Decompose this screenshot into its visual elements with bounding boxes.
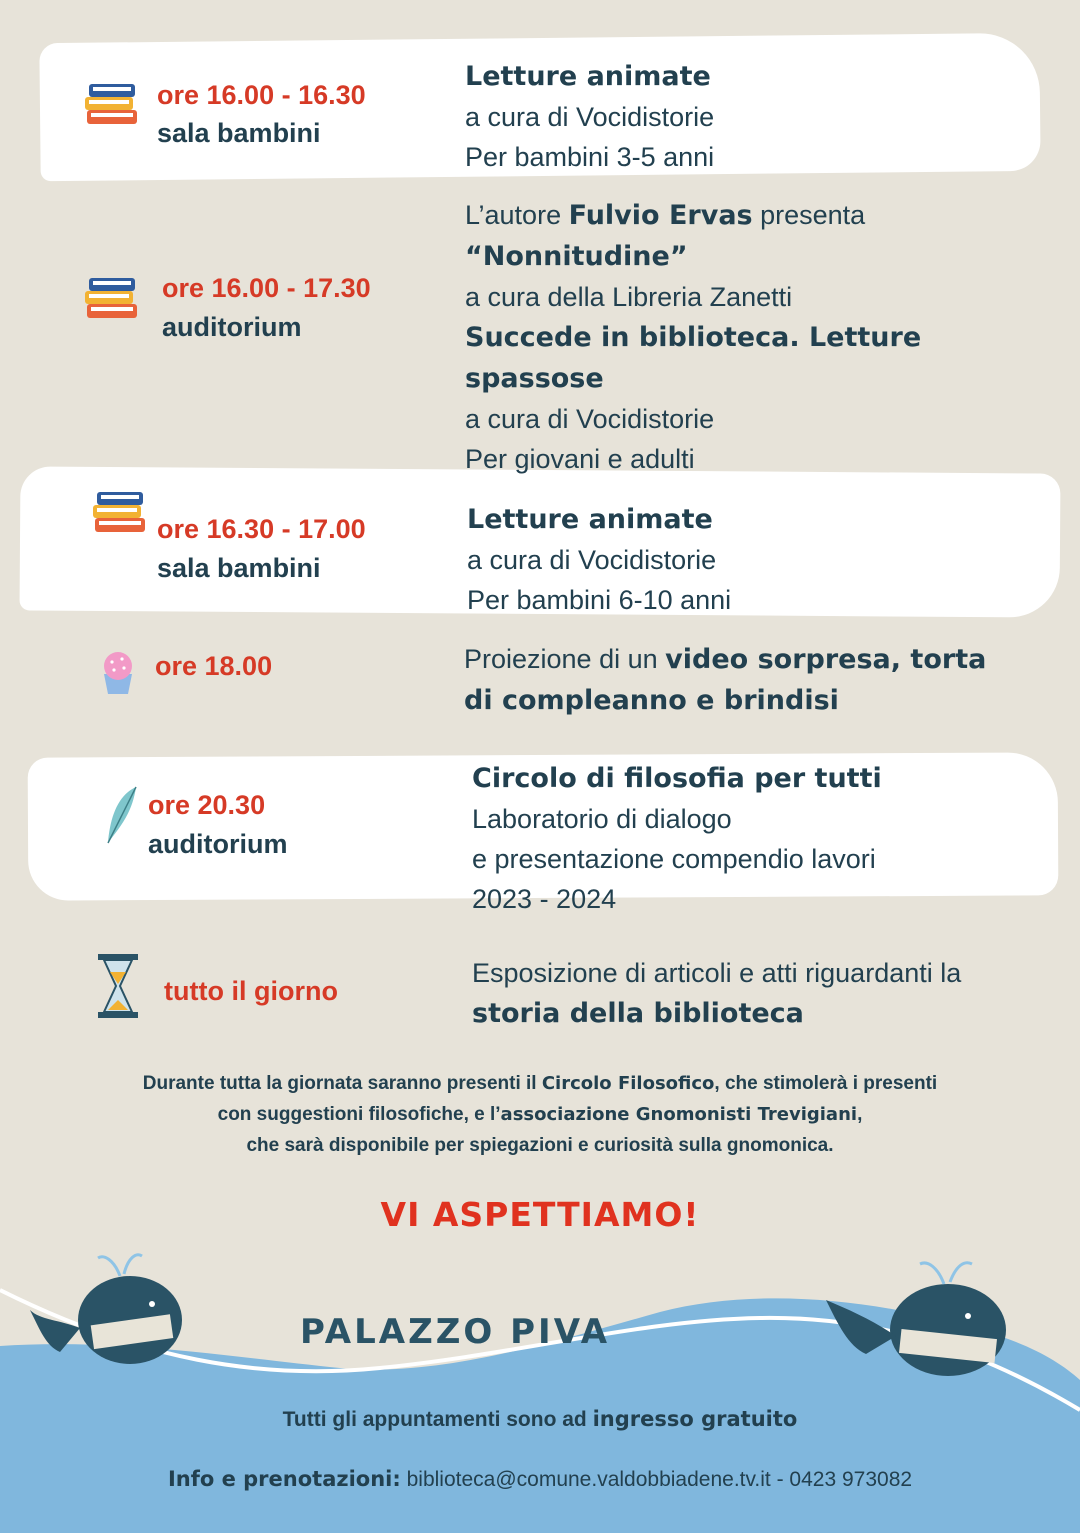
event-time: ore 16.00 - 16.30 — [157, 80, 366, 110]
call-to-action: VI ASPETTIAMO! — [380, 1195, 700, 1234]
text-line — [472, 953, 961, 993]
bold-text: storia della biblioteca — [472, 998, 804, 1029]
event-place: auditorium — [162, 312, 302, 342]
text-line — [472, 879, 882, 919]
bold-text: di compleanno e brindisi — [464, 685, 839, 716]
event-description — [472, 953, 961, 1034]
text-line — [467, 540, 731, 580]
text: che sarà disponibile per spiegazioni e curiosità sulla gnomonica. — [246, 1135, 834, 1156]
event-description — [465, 56, 714, 177]
event-time: ore 16.00 - 17.30 — [162, 273, 371, 303]
event-description — [472, 758, 882, 919]
text-line — [0, 1099, 1080, 1130]
cupcake-icon — [98, 650, 138, 696]
text-line — [464, 680, 986, 721]
text: , — [857, 1104, 863, 1125]
text-line — [465, 236, 921, 277]
text: a cura di Vocidistorie — [465, 404, 715, 434]
bold-text: “Nonnitudine” — [465, 241, 688, 272]
bold-text: Info e prenotazioni: — [167, 1467, 401, 1491]
event-time: ore 18.00 — [155, 651, 273, 681]
text: presenta — [752, 200, 866, 230]
text-line — [465, 195, 921, 236]
free-entry — [0, 1407, 1080, 1432]
bold-text: Letture animate — [467, 504, 713, 535]
venue-name: PALAZZO PIVA — [300, 1312, 611, 1352]
feather-icon — [104, 785, 140, 847]
text-line — [0, 1068, 1080, 1099]
text: , che stimolerà i presenti — [714, 1073, 938, 1094]
text-line — [472, 799, 882, 839]
text-line — [472, 839, 882, 879]
text: Per bambini 6-10 anni — [467, 585, 732, 615]
text: Durante tutta la giornata saranno presenti il — [142, 1073, 542, 1094]
text: biblioteca@comune.valdobbiadene.tv.it - 0423 973082 — [400, 1468, 913, 1491]
event-place: sala bambini — [157, 553, 321, 583]
text: a cura di Vocidistorie — [467, 545, 717, 575]
text-line — [465, 399, 921, 439]
text-line — [465, 97, 714, 137]
bold-text: Succede in biblioteca. Letture — [465, 322, 922, 353]
text: Per bambini 3-5 anni — [465, 142, 715, 172]
text: Esposizione di articoli e atti riguardanti la — [472, 958, 962, 988]
text-line — [0, 1130, 1080, 1161]
bold-text: ingresso gratuito — [592, 1407, 798, 1431]
text-line — [467, 499, 731, 540]
event-time: ore 20.30 — [148, 790, 266, 820]
text: e presentazione compendio lavori — [472, 844, 876, 874]
books-icon — [83, 80, 141, 128]
event-place: auditorium — [148, 829, 288, 859]
books-icon — [91, 488, 149, 536]
text-line — [464, 639, 986, 680]
bold-text: video sorpresa, torta — [665, 644, 987, 675]
text: 2023 - 2024 — [472, 884, 617, 914]
event-time: ore 16.30 - 17.00 — [157, 514, 366, 544]
bold-text: associazione Gnomonisti Trevigiani — [500, 1104, 858, 1125]
event-description — [464, 639, 986, 721]
text-line — [472, 758, 882, 799]
text-line — [465, 317, 921, 358]
text: Proiezione di un — [464, 644, 666, 674]
text-line — [467, 580, 731, 620]
bold-text: Circolo Filosofico — [541, 1073, 715, 1094]
text-line — [465, 56, 714, 97]
text: con suggestioni filosofiche, e l’ — [217, 1104, 501, 1125]
text: L’autore — [465, 200, 569, 230]
text-line — [472, 993, 961, 1034]
text-line — [465, 358, 921, 399]
event-description — [467, 499, 731, 620]
bold-text: Circolo di filosofia per tutti — [472, 763, 882, 794]
event-description — [465, 195, 921, 479]
bold-text: Letture animate — [465, 61, 711, 92]
bold-text: Fulvio Ervas — [568, 200, 753, 231]
text-line — [465, 137, 714, 177]
text: a cura di Vocidistorie — [465, 102, 715, 132]
books-icon — [83, 274, 141, 322]
text: a cura della Libreria Zanetti — [465, 282, 793, 312]
text: Per giovani e adulti — [465, 444, 695, 474]
text: Tutti gli appuntamenti sono ad — [282, 1408, 593, 1431]
event-place: sala bambini — [157, 118, 321, 148]
info-note — [0, 1068, 1080, 1161]
text-line — [465, 277, 921, 317]
bold-text: spassose — [465, 363, 604, 394]
hourglass-icon — [96, 952, 140, 1020]
event-time: tutto il giorno — [164, 976, 338, 1006]
text-line — [465, 439, 921, 479]
text: Laboratorio di dialogo — [472, 804, 732, 834]
contact-info — [0, 1467, 1080, 1492]
